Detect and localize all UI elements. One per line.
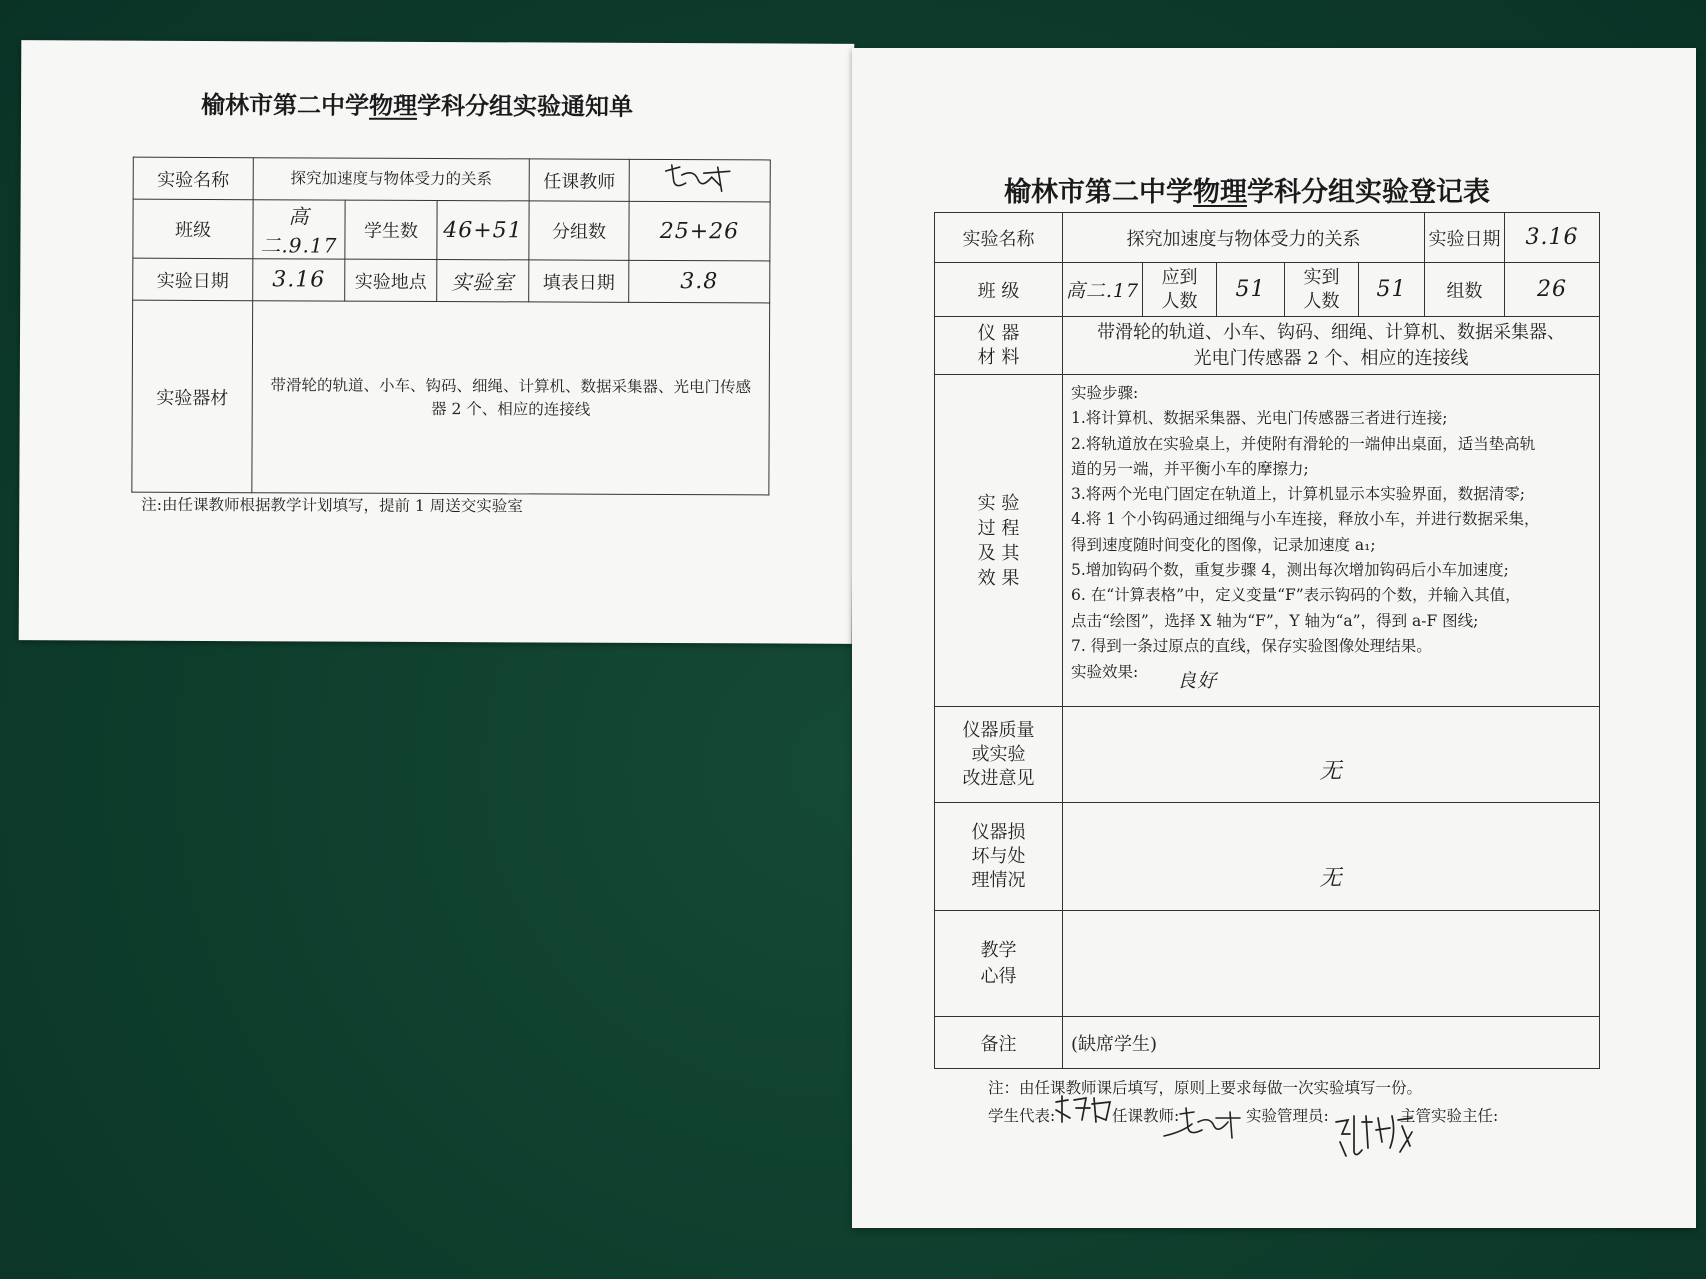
teacher-label: 任课教师: [1112,1107,1180,1125]
register-quality-label-3: 改进意见 [962,767,1035,789]
register-expected-label-2: 人数 [1161,290,1198,312]
register-remarks-label: 备注 [935,1017,1063,1069]
step-line: 5.增加钩码个数，重复步骤 4，测出每次增加钩码后小车加速度; [1071,561,1509,580]
step-line: 2.将轨道放在实验桌上，并使附有滑轮的一端伸出桌面，适当垫高轨 [1071,434,1536,453]
register-equipment-label [935,317,1063,375]
notice-groups-value: 25+26 [629,201,770,261]
steps-header: 实验步骤: [1071,384,1139,402]
effect-row [1071,659,1591,693]
register-process-label-2: 过 程 [977,517,1020,539]
notice-teacher-signature [629,159,770,202]
step-line: 得到速度随时间变化的图像，记录加速度 a₁; [1071,535,1376,554]
register-reflection-label-2: 心得 [980,965,1017,987]
teacher-signature-icon [1162,1106,1244,1142]
register-quality-value: 无 [1063,707,1600,803]
register-actual-label-2: 人数 [1303,290,1340,312]
notice-class-label: 班级 [133,199,253,259]
notice-title-subject: 物理 [368,91,418,120]
register-expected-label [1143,263,1217,317]
register-groups-label: 组数 [1425,263,1505,317]
register-quality-label [935,707,1063,803]
register-actual-label [1285,263,1359,317]
register-class-value: 高二.17 [1063,263,1143,317]
register-process-label [935,375,1063,707]
notice-date-value: 3.16 [253,259,345,301]
register-damage-label-3: 理情况 [971,869,1026,891]
student-rep-label: 学生代表: [988,1107,1056,1125]
notice-title [201,85,633,122]
step-line: 6. 在“计算表格”中，定义变量“F”表示钩码的个数，并输入其值， [1071,586,1521,605]
notice-location-label: 实验地点 [345,259,437,301]
notice-title-prefix: 榆林市第二中学 [200,90,370,120]
step-line: 点击“绘图”，选择 X 轴为“F”，Y 轴为“a”，得到 a-F 图线; [1071,611,1479,630]
register-sheet [852,48,1696,1228]
step-line: 7. 得到一条过原点的直线，保存实验图像处理结果。 [1071,636,1432,655]
lab-admin-label: 实验管理员: [1246,1107,1329,1125]
register-footnote: 注：由任课教师课后填写，原则上要求每做一次实验填写一份。 [988,1079,1423,1097]
register-process-label-3: 及 其 [977,542,1020,564]
register-equipment-value [1063,317,1600,375]
notice-exp-name-label: 实验名称 [133,157,253,200]
notice-fill-date-label: 填表日期 [529,260,629,302]
register-title-suffix: 学科分组实验登记表 [1247,177,1490,208]
register-actual-value: 51 [1359,263,1425,317]
notice-equipment-value: 带滑轮的轨道、小车、钩码、细绳、计算机、数据采集器、光电门传感器 2 个、相应的连接线 [252,301,770,495]
student-signature-icon [1052,1094,1116,1128]
register-equipment-line-2: 光电门传感器 2 个、相应的连接线 [1193,347,1469,369]
register-damage-label [935,803,1063,911]
notice-table [131,157,770,496]
register-table [934,212,1600,1069]
register-process-content [1063,375,1600,707]
register-reflection-label [935,911,1063,1017]
notice-location-value: 实验室 [437,260,529,302]
notice-teacher-label: 任课教师 [529,159,629,201]
register-title-subject: 物理 [1193,177,1247,208]
register-title-prefix: 榆林市第二中学 [1004,177,1193,208]
register-quality-label-2: 或实验 [971,743,1026,765]
register-exp-date-value: 3.16 [1505,213,1600,263]
step-line: 1.将计算机、数据采集器、光电门传感器三者进行连接; [1071,409,1448,428]
register-damage-value: 无 [1063,803,1600,911]
register-equipment-label-2: 材 料 [977,346,1020,368]
notice-class-value: 高二.9.17 [253,200,345,259]
register-reflection-label-1: 教学 [980,939,1017,961]
register-damage-label-2: 坏与处 [971,845,1026,867]
notice-students-label: 学生数 [345,200,437,259]
step-line: 3.将两个光电门固定在轨道上，计算机显示本实验界面，数据清零; [1071,485,1526,504]
notice-students-value: 46+51 [437,201,529,260]
register-expected-value: 51 [1217,263,1285,317]
notice-title-suffix: 学科分组实验通知单 [416,91,634,121]
lab-admin-signature-icon [1332,1112,1418,1162]
register-equipment-line-1: 带滑轮的轨道、小车、钩码、细绳、计算机、数据采集器、 [1097,321,1565,343]
notice-sheet [19,40,855,644]
register-equipment-label-1: 仪 器 [977,322,1020,344]
register-process-label-4: 效 果 [977,567,1020,589]
register-process-label-1: 实 验 [977,492,1020,514]
notice-equipment-label: 实验器材 [132,300,253,493]
register-groups-value: 26 [1505,263,1600,317]
teacher-signature-icon [660,161,740,195]
register-quality-label-1: 仪器质量 [962,719,1035,741]
notice-groups-label: 分组数 [529,201,629,260]
register-exp-date-label: 实验日期 [1425,213,1505,263]
step-line: 4.将 1 个小钩码通过细绳与小车连接，释放小车，并进行数据采集， [1071,510,1540,529]
register-exp-name-label: 实验名称 [935,213,1063,263]
notice-date-label: 实验日期 [133,258,253,301]
register-actual-label-1: 实到 [1303,266,1340,288]
notice-fill-date-value: 3.8 [629,260,770,303]
director-label: 主管实验主任: [1400,1107,1499,1125]
notice-footnote: 注:由任课教师根据教学计划填写，提前 1 周送交实验室 [141,495,523,516]
register-expected-label-1: 应到 [1161,266,1198,288]
register-class-label: 班 级 [935,263,1063,317]
register-damage-label-1: 仪器损 [971,821,1026,843]
register-title [1004,170,1490,209]
effect-value: 良好 [1177,670,1218,693]
step-line: 道的另一端，并平衡小车的摩擦力; [1071,459,1309,478]
effect-label: 实验效果: [1071,663,1139,682]
register-exp-name-value: 探究加速度与物体受力的关系 [1063,213,1425,263]
register-reflection-value [1063,911,1600,1017]
notice-exp-name-value: 探究加速度与物体受力的关系 [253,158,529,201]
register-remarks-value: (缺席学生) [1063,1017,1600,1069]
